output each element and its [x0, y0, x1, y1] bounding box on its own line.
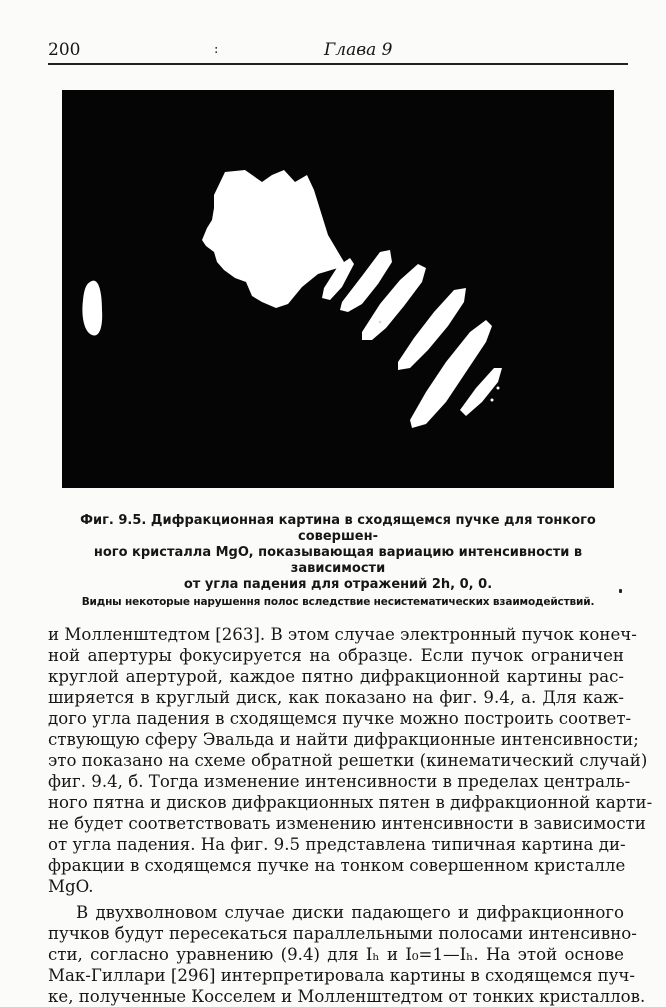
diffraction-micrograph: [62, 90, 614, 488]
caption-line-3: от угла падения для отражений 2h, 0, 0.: [183, 577, 493, 592]
chapter-title: Глава 9: [324, 40, 393, 60]
figure-caption: [48, 513, 628, 609]
speck: [316, 263, 322, 269]
diffraction-pattern-image: [62, 90, 614, 488]
text-line: ного пятна и дисков дифракционных пятен в дифракционной карти-: [48, 793, 653, 812]
text-line: дого угла падения в сходящемся пучке можно построить соответ-: [48, 709, 632, 728]
body-text: [48, 624, 653, 1007]
text-line: круглой апертурой, каждое пятно дифракционной картины рас-: [48, 667, 624, 686]
text-line: сти, согласно уравнению (9.4) для Iₕ и I₀=1—Iₕ. На этой основе: [48, 945, 624, 964]
text-line: не будет соответствовать изменению интенсивности в зависимости: [48, 814, 646, 833]
text-line: MgO.: [48, 877, 94, 896]
text-line: пучков будут пересекаться параллельными полосами интенсивно-: [48, 924, 637, 943]
caption-note: Видны некоторые нарушення полос вследствие несистематических взаимодействий.: [81, 596, 595, 608]
page-number: 200: [48, 40, 81, 60]
caption-line-2: ного кристалла MgO, показывающая вариацию интенсивности в зависимости: [93, 545, 583, 576]
text-line: ствующую сферу Эвальда и найти дифракционные интенсивности;: [48, 730, 639, 749]
text-line: это показано на схеме обратной решетки (кинематический случай): [48, 751, 648, 770]
text-line: фракции в сходящемся пучке на тонком совершенном кристалле: [48, 856, 626, 875]
text-line: ной апертуры фокусируется на образце. Если пучок ограничен: [48, 646, 624, 665]
header-mark: :: [214, 42, 219, 57]
text-line: ширяется в круглый диск, как показано на фиг. 9.4, а. Для каж-: [48, 688, 624, 707]
speck: [497, 387, 500, 390]
text-line: и Молленштедтом [263]. В этом случае электронный пучок конеч-: [48, 625, 637, 644]
text-line: от угла падения. На фиг. 9.5 представлена типичная картина ди-: [48, 835, 626, 854]
speck: [328, 256, 332, 260]
left-oval-spot: [82, 281, 102, 336]
running-header: [48, 40, 628, 64]
caption-line-1: Фиг. 9.5. Дифракционная картина в сходящемся пучке для тонкого совершен-: [80, 513, 596, 544]
header-rule: [48, 63, 628, 65]
speck: [491, 399, 494, 402]
text-line: Мак-Гиллари [296] интерпретировала картины в сходящемся пуч-: [48, 966, 635, 985]
text-line: фиг. 9.4, б. Тогда изменение интенсивности в пределах централь-: [48, 772, 631, 791]
figure-label: Фиг. 9.5.: [80, 513, 147, 528]
print-speck: [619, 589, 622, 593]
speck: [379, 321, 382, 324]
text-line: ке, полученные Косселем и Молленштедтом от тонких кристаллов.: [48, 987, 646, 1006]
text-line: В двухволновом случае диски падающего и дифракционного: [76, 903, 624, 922]
